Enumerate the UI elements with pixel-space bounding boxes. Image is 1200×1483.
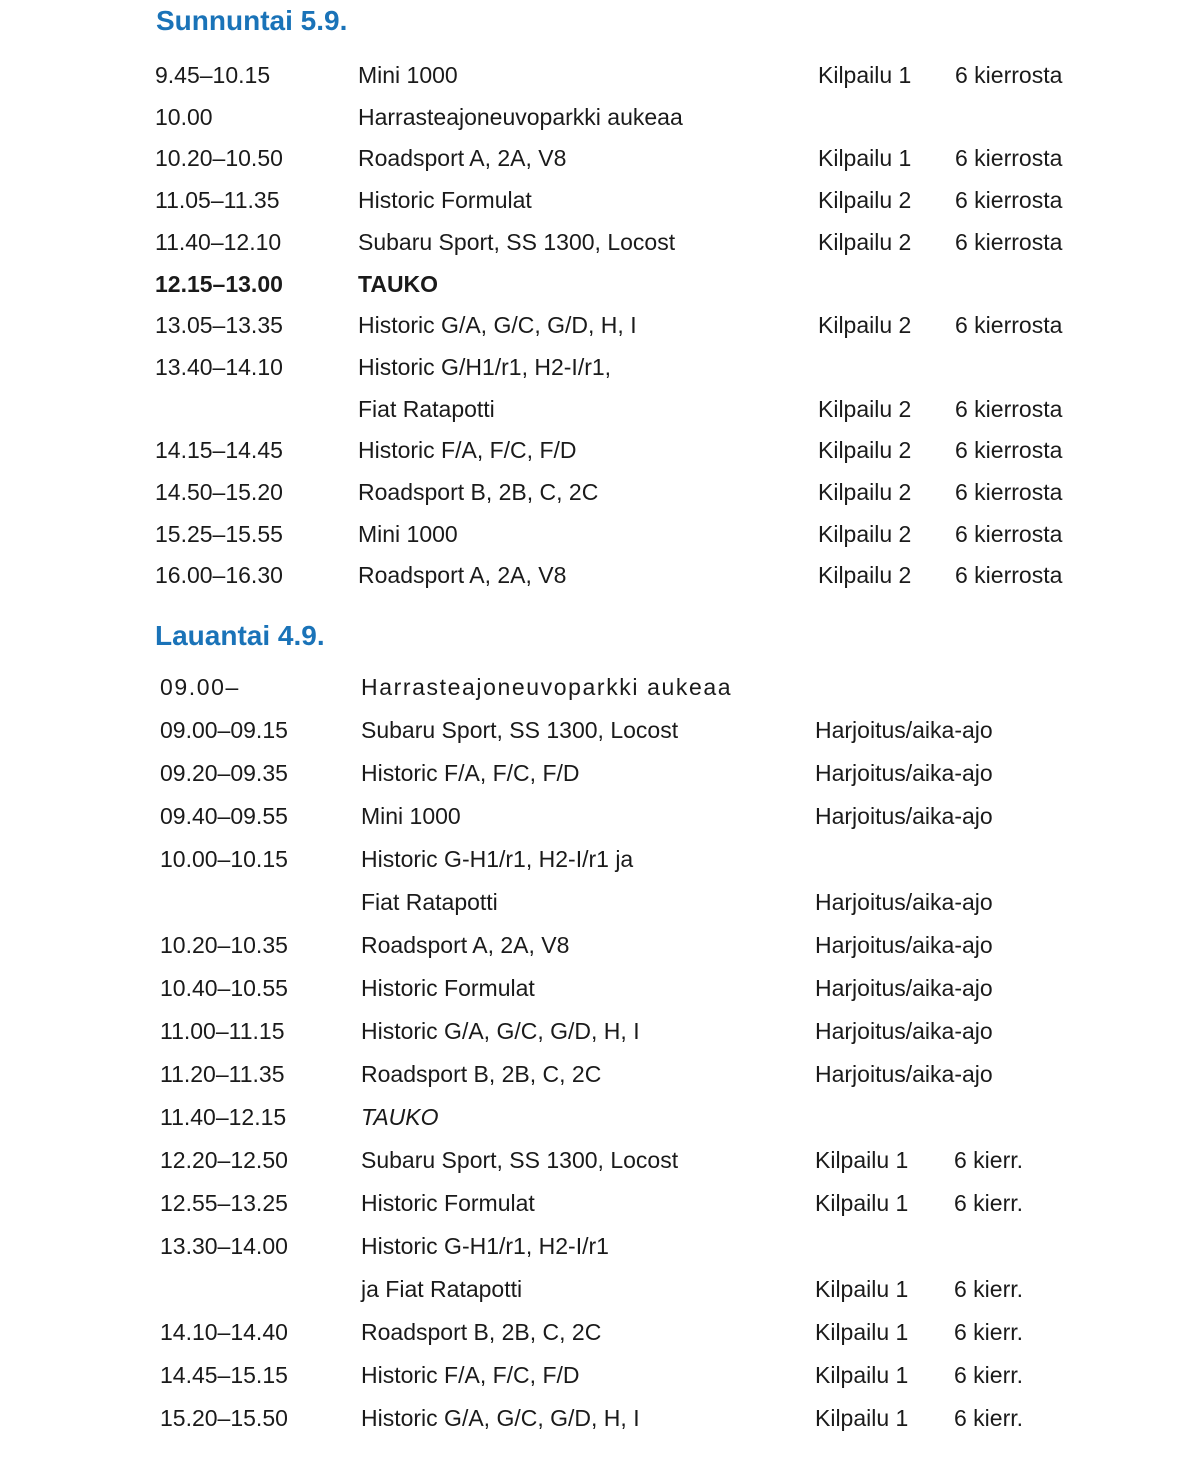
row-race: Harjoitus/aika-ajo: [815, 1018, 993, 1044]
row-name: Subaru Sport, SS 1300, Locost: [361, 1147, 679, 1173]
row-name: Mini 1000: [361, 803, 461, 829]
row-time: 14.45–15.15: [160, 1362, 288, 1388]
row-name: Roadsport A, 2A, V8: [358, 562, 567, 589]
row-race: Harjoitus/aika-ajo: [815, 717, 993, 743]
schedule-row: [0, 557, 1200, 593]
row-name: Roadsport A, 2A, V8: [361, 932, 570, 958]
row-race: Kilpailu 1: [815, 1319, 909, 1345]
schedule-row: [0, 57, 1200, 93]
row-name: Subaru Sport, SS 1300, Locost: [361, 717, 679, 743]
row-time: 10.20–10.35: [160, 932, 288, 958]
row-name: Fiat Ratapotti: [361, 889, 498, 915]
row-time: 11.05–11.35: [155, 187, 280, 214]
row-time: 10.40–10.55: [160, 975, 288, 1001]
row-time: 09.00–09.15: [160, 717, 288, 743]
row-race: Kilpailu 2: [818, 395, 912, 422]
schedule-row: [0, 307, 1200, 343]
schedule-row: [0, 140, 1200, 176]
schedule-row: [0, 884, 1200, 920]
row-laps: 6 kierrosta: [955, 395, 1063, 422]
row-time: 13.40–14.10: [155, 353, 283, 380]
row-time: 11.00–11.15: [160, 1018, 285, 1044]
row-time: 12.55–13.25: [160, 1190, 288, 1216]
row-laps: 6 kierr.: [954, 1276, 1024, 1302]
row-time: 11.40–12.10: [155, 228, 282, 255]
row-name: Historic G/A, G/C, G/D, H, I: [361, 1018, 640, 1044]
row-race: Kilpailu 2: [818, 228, 912, 255]
row-name: TAUKO: [361, 1104, 439, 1130]
row-name: Mini 1000: [358, 62, 458, 88]
row-name: Subaru Sport, SS 1300, Locost: [358, 228, 676, 255]
schedule-row: [0, 516, 1200, 552]
row-name: Harrasteajoneuvoparkki aukeaa: [358, 103, 683, 130]
row-laps: 6 kierrosta: [955, 437, 1063, 464]
schedule-row: [0, 798, 1200, 834]
row-time: 09.00–: [160, 674, 240, 700]
schedule-row: [0, 1013, 1200, 1049]
row-race: Kilpailu 2: [818, 312, 912, 339]
row-name: Roadsport B, 2B, C, 2C: [358, 479, 599, 505]
row-name: Roadsport B, 2B, C, 2C: [361, 1319, 602, 1345]
row-name: ja Fiat Ratapotti: [361, 1276, 523, 1302]
row-time: 10.00–10.15: [160, 846, 288, 872]
schedule-row: [0, 712, 1200, 748]
row-race: Harjoitus/aika-ajo: [815, 932, 993, 958]
row-time: 09.40–09.55: [160, 803, 288, 829]
schedule-row: [0, 1099, 1200, 1135]
row-name: Historic Formulat: [361, 1190, 535, 1216]
schedule-row: [0, 1400, 1200, 1436]
schedule-row: [0, 349, 1200, 385]
row-race: Kilpailu 1: [815, 1190, 909, 1216]
schedule-row: [0, 224, 1200, 260]
schedule-row: [0, 1314, 1200, 1350]
schedule-row: [0, 182, 1200, 218]
schedule-row: [0, 927, 1200, 963]
row-laps: 6 kierrosta: [955, 520, 1063, 547]
row-time: 13.05–13.35: [155, 312, 283, 339]
row-race: Harjoitus/aika-ajo: [815, 975, 993, 1001]
row-laps: 6 kierrosta: [955, 62, 1063, 88]
row-laps: 6 kierrosta: [955, 187, 1063, 214]
row-name: Fiat Ratapotti: [358, 395, 495, 422]
schedule-row: [0, 1357, 1200, 1393]
row-time: 15.20–15.50: [160, 1405, 288, 1431]
row-name: Historic G/H1/r1, H2-I/r1,: [358, 353, 612, 380]
saturday-heading: Lauantai 4.9.: [155, 620, 325, 651]
schedule-row: [0, 970, 1200, 1006]
row-laps: 6 kierr.: [954, 1190, 1024, 1216]
schedule-row: [0, 99, 1200, 135]
schedule-row: [0, 755, 1200, 791]
row-name: TAUKO: [358, 270, 439, 297]
row-name: Historic G-H1/r1, H2-I/r1 ja: [361, 846, 634, 872]
row-time: 10.00: [155, 103, 213, 130]
row-race: Kilpailu 1: [818, 62, 912, 88]
schedule-row: [0, 1271, 1200, 1307]
schedule-row: [0, 1142, 1200, 1178]
row-laps: 6 kierr.: [954, 1319, 1024, 1345]
row-time: 12.15–13.00: [155, 270, 283, 297]
row-time: 14.10–14.40: [160, 1319, 288, 1345]
row-name: Historic Formulat: [361, 975, 535, 1001]
schedule-row: [0, 669, 1200, 705]
row-time: 15.25–15.55: [155, 520, 283, 547]
row-name: Historic G/A, G/C, G/D, H, I: [361, 1405, 640, 1431]
row-name: Historic G/A, G/C, G/D, H, I: [358, 312, 637, 339]
schedule-row: [0, 391, 1200, 427]
row-race: Kilpailu 1: [815, 1362, 909, 1388]
row-race: Harjoitus/aika-ajo: [815, 760, 993, 786]
row-race: Harjoitus/aika-ajo: [815, 889, 993, 915]
schedule-row: [0, 432, 1200, 468]
row-laps: 6 kierr.: [954, 1147, 1024, 1173]
row-name: Roadsport B, 2B, C, 2C: [361, 1061, 602, 1087]
row-time: 12.20–12.50: [160, 1147, 288, 1173]
row-race: Harjoitus/aika-ajo: [815, 1061, 993, 1087]
sunday-heading: Sunnuntai 5.9.: [156, 5, 348, 36]
row-race: Kilpailu 1: [815, 1405, 909, 1431]
row-name: Mini 1000: [358, 520, 458, 547]
row-time: 10.20–10.50: [155, 145, 283, 172]
row-time: 14.15–14.45: [155, 437, 283, 464]
schedule-row: [0, 474, 1200, 510]
row-race: Kilpailu 2: [818, 187, 912, 214]
row-name: Historic F/A, F/C, F/D: [361, 760, 580, 786]
row-laps: 6 kierrosta: [955, 228, 1063, 255]
schedule-row: [0, 266, 1200, 302]
schedule-row: [0, 1228, 1200, 1264]
schedule-row: [0, 1185, 1200, 1221]
row-race: Harjoitus/aika-ajo: [815, 803, 993, 829]
row-laps: 6 kierrosta: [955, 479, 1063, 505]
row-name: Historic Formulat: [358, 187, 532, 214]
row-race: Kilpailu 2: [818, 437, 912, 464]
row-time: 09.20–09.35: [160, 760, 288, 786]
row-time: 11.40–12.15: [160, 1104, 287, 1130]
row-name: Historic F/A, F/C, F/D: [361, 1362, 580, 1388]
row-time: 9.45–10.15: [155, 62, 271, 88]
row-laps: 6 kierrosta: [955, 145, 1063, 172]
row-name: Roadsport A, 2A, V8: [358, 145, 567, 172]
row-laps: 6 kierr.: [954, 1362, 1024, 1388]
row-name: Harrasteajoneuvoparkki aukeaa: [361, 674, 733, 700]
row-name: Historic G-H1/r1, H2-I/r1: [361, 1233, 609, 1259]
row-time: 11.20–11.35: [160, 1061, 285, 1087]
schedule-row: [0, 1056, 1200, 1092]
row-laps: 6 kierrosta: [955, 562, 1063, 589]
row-laps: 6 kierr.: [954, 1405, 1024, 1431]
row-race: Kilpailu 1: [818, 145, 912, 172]
row-time: 16.00–16.30: [155, 562, 283, 589]
row-race: Kilpailu 2: [818, 479, 912, 505]
row-time: 14.50–15.20: [155, 479, 283, 505]
row-laps: 6 kierrosta: [955, 312, 1063, 339]
row-race: Kilpailu 1: [815, 1276, 909, 1302]
row-race: Kilpailu 2: [818, 520, 912, 547]
row-race: Kilpailu 1: [815, 1147, 909, 1173]
row-name: Historic F/A, F/C, F/D: [358, 437, 577, 464]
row-race: Kilpailu 2: [818, 562, 912, 589]
row-time: 13.30–14.00: [160, 1233, 288, 1259]
schedule-row: [0, 841, 1200, 877]
